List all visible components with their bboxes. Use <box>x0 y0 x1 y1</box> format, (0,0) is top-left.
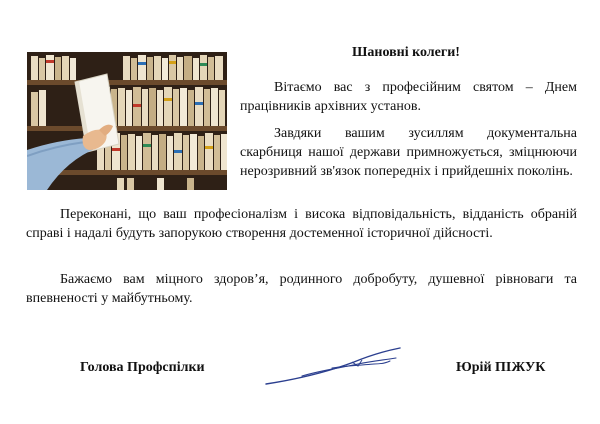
greeting-heading: Шановні колеги! <box>352 45 460 60</box>
paragraph-archive-treasury: Завдяки вашим зусиллям документальна скарбниця нашої держави примножується, зміцнюючи нерозривний зв'язок попередніх і прийдешніх поколінь. <box>240 126 577 179</box>
paragraph-wishes: Бажаємо вам міцного здоров’я, родинного добробуту, душевної рівноваги та впевненості у майбутньому. <box>26 272 577 306</box>
archive-shelves-photo <box>27 52 227 190</box>
paragraph-professionalism: Переконані, що ваш професіоналізм і висока відповідальність, відданість обраній справі і надалі будуть запорукою створення достеменної історичної дійсності. <box>26 207 577 241</box>
handwritten-signature-icon <box>262 344 412 393</box>
signatory-name: Юрій ПІЖУК <box>456 360 546 375</box>
paragraph-congratulation: Вітаємо вас з професійним святом – Днем працівників архівних установ. <box>240 80 577 114</box>
signatory-title: Голова Профспілки <box>80 360 205 375</box>
